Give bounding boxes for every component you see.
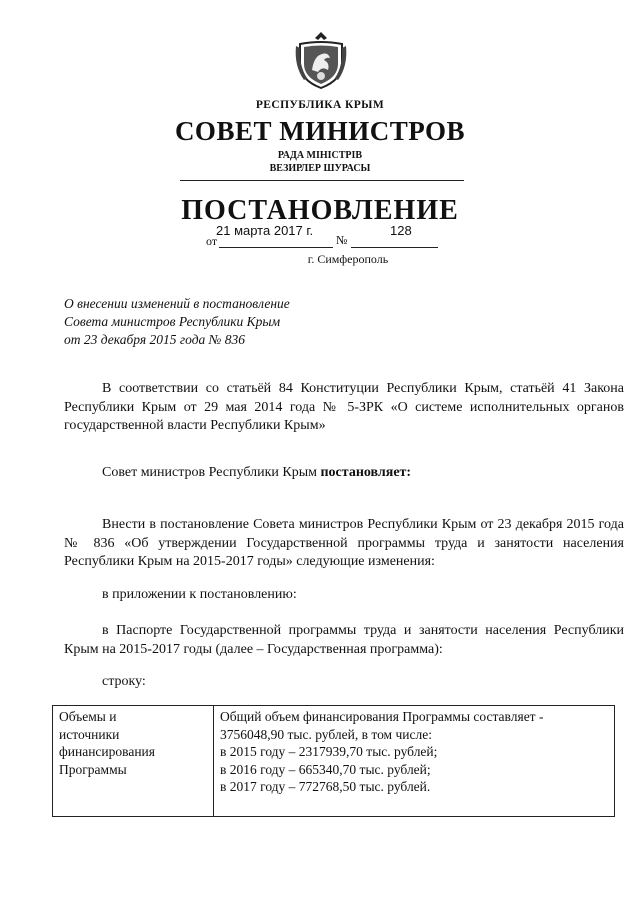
council-name: СОВЕТ МИНИСТРОВ [174, 116, 466, 146]
header-divider [180, 180, 464, 181]
passport-paragraph [64, 622, 624, 659]
council-name-crh: ВЕЗИРЛЕР ШУРАСЫ [269, 163, 371, 174]
basis-text: В соответствии со статьёй 84 Конституции Республики Крым, статьёй 41 Закона Республики Крым от 29 мая 2014 года № 5-ЗРК «О системе исполнительных органов государственной власти Республики Крым» [64, 381, 624, 433]
value-line: в 2015 году – 2317939,70 тыс. рублей; [220, 744, 438, 759]
decree-city: г. Симферополь [307, 252, 389, 266]
coat-of-arms-emblem [294, 30, 348, 90]
value-line: Общий объем финансирования Программы составляет - [220, 709, 544, 724]
decree-date: 21 марта 2017 г. [216, 223, 314, 238]
subject-line: Совета министров Республики Крым [64, 314, 281, 329]
number-prefix: № [336, 233, 348, 247]
passport-text: в Паспорте Государственной программы труда и занятости населения Республики Крым на 2015-2017 годы (далее – Государственная программа): [64, 623, 624, 657]
resolves-paragraph [102, 465, 411, 481]
decree-number: 128 [390, 223, 412, 238]
label-line: финансирования [59, 744, 155, 759]
resolves-keyword: постановляет: [320, 465, 412, 480]
table-cell-label [53, 706, 214, 817]
resolves-prefix: Совет министров Республики Крым [102, 465, 321, 480]
label-line: Объемы и [59, 709, 117, 724]
date-prefix: от [206, 234, 218, 248]
amendment-text: Внести в постановление Совета министров Республики Крым от 23 декабря 2015 года № 836 «Об утверждении Государственной программы труда и занятости населения Республики Крым на 2015-2017 годы» следующие изменения: [64, 517, 624, 569]
financing-table [52, 705, 615, 817]
decree-subject [64, 295, 290, 349]
date-underline [219, 247, 333, 248]
table-cell-value [214, 706, 615, 817]
value-line: в 2016 году – 665340,70 тыс. рублей; [220, 761, 431, 777]
subject-line: от 23 декабря 2015 года № 836 [64, 332, 245, 347]
amendment-paragraph [64, 516, 624, 572]
label-line: Программы [59, 761, 127, 777]
council-name-translations [0, 149, 640, 175]
council-name-ukr: РАДА МІНІСТРІВ [277, 150, 363, 161]
row-label: строку: [102, 674, 146, 689]
table-row [53, 706, 615, 817]
subject-line: О внесении изменений в постановление [64, 296, 290, 311]
basis-paragraph [64, 380, 624, 436]
value-line: в 2017 году – 772768,50 тыс. рублей. [220, 779, 431, 794]
republic-name: РЕСПУБЛИКА КРЫМ [255, 99, 385, 111]
value-line: 3756048,90 тыс. рублей, в том числе: [220, 726, 432, 742]
appendix-paragraph: в приложении к постановлению: [102, 587, 297, 602]
document-type-title: ПОСТАНОВЛЕНИЕ [181, 195, 459, 226]
label-line: источники [59, 726, 120, 742]
number-underline [351, 247, 438, 248]
